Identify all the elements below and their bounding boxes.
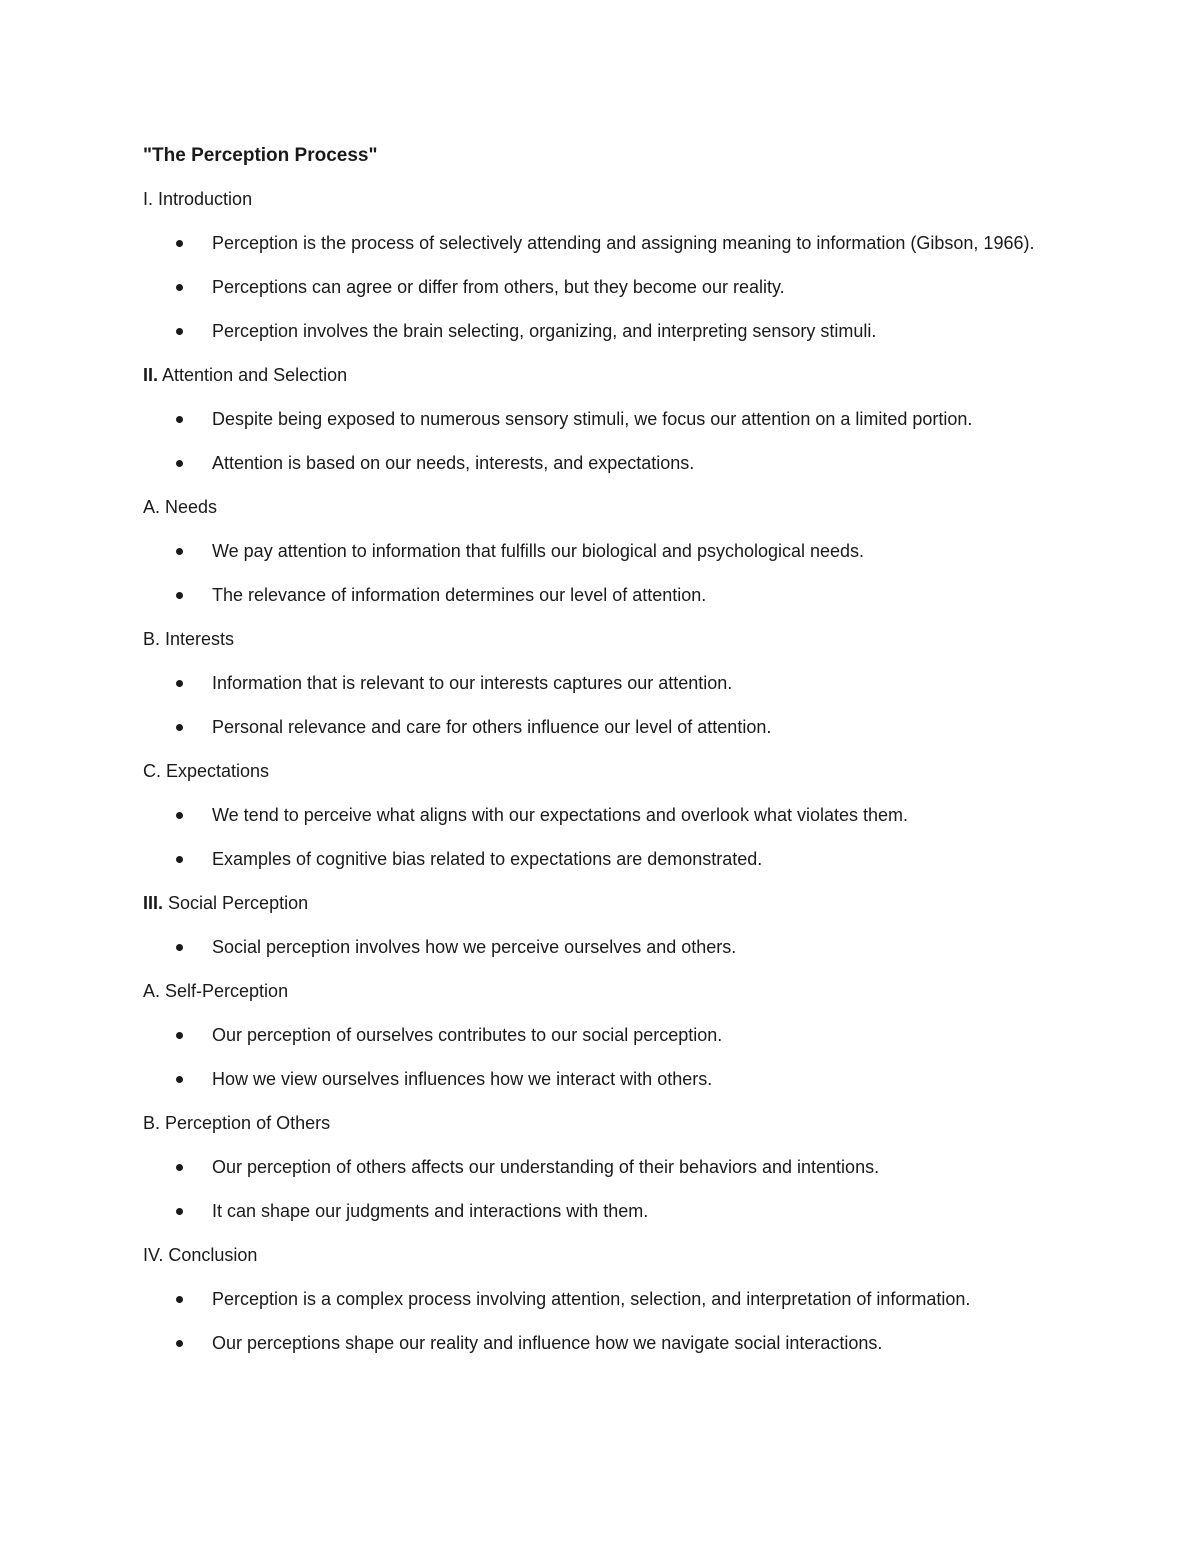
bullet-text: Attention is based on our needs, interests, and expectations.	[212, 453, 695, 473]
section-number: B.	[143, 629, 161, 649]
section-number: A.	[143, 981, 161, 1001]
document-body	[143, 184, 1083, 1359]
bullet-icon	[176, 416, 183, 423]
section-heading	[143, 756, 1083, 787]
bullet-text: Information that is relevant to our interests captures our attention.	[212, 673, 733, 693]
bullet-list	[143, 1284, 1083, 1359]
list-item	[143, 580, 1083, 611]
bullet-text: Personal relevance and care for others influence our level of attention.	[212, 717, 772, 737]
section-heading	[143, 360, 1083, 391]
bullet-icon	[176, 680, 183, 687]
section-heading	[143, 492, 1083, 523]
bullet-icon	[176, 856, 183, 863]
list-item	[143, 448, 1083, 479]
list-item	[143, 800, 1083, 831]
section-heading	[143, 624, 1083, 655]
bullet-icon	[176, 548, 183, 555]
bullet-icon	[176, 1164, 183, 1171]
section-number: I.	[143, 189, 154, 209]
bullet-icon	[176, 944, 183, 951]
bullet-icon	[176, 460, 183, 467]
list-item	[143, 1152, 1083, 1183]
list-item	[143, 668, 1083, 699]
list-item	[143, 316, 1083, 347]
bullet-list	[143, 228, 1083, 347]
bullet-list	[143, 536, 1083, 611]
bullet-icon	[176, 1032, 183, 1039]
bullet-icon	[176, 1208, 183, 1215]
section-title: Self-Perception	[160, 981, 289, 1001]
document-page	[143, 140, 1083, 1372]
bullet-list	[143, 404, 1083, 479]
list-item	[143, 1284, 1083, 1315]
section-title: Perception of Others	[160, 1113, 331, 1133]
bullet-text: We tend to perceive what aligns with our expectations and overlook what violates them.	[212, 805, 909, 825]
bullet-text: It can shape our judgments and interactions with them.	[212, 1201, 649, 1221]
section-heading	[143, 888, 1083, 919]
section-title: Conclusion	[163, 1245, 258, 1265]
list-item	[143, 1328, 1083, 1359]
section-heading	[143, 1108, 1083, 1139]
section-number: IV.	[143, 1245, 164, 1265]
bullet-text: Social perception involves how we perceive ourselves and others.	[212, 937, 737, 957]
bullet-icon	[176, 812, 183, 819]
section-number: A.	[143, 497, 161, 517]
bullet-icon	[176, 1076, 183, 1083]
section-title: Expectations	[161, 761, 270, 781]
section-heading	[143, 976, 1083, 1007]
section-title: Interests	[160, 629, 235, 649]
bullet-text: How we view ourselves influences how we interact with others.	[212, 1069, 713, 1089]
bullet-icon	[176, 1296, 183, 1303]
bullet-text: Our perceptions shape our reality and influence how we navigate social interactions.	[212, 1333, 883, 1353]
bullet-text: We pay attention to information that fulfills our biological and psychological needs.	[212, 541, 865, 561]
bullet-icon	[176, 284, 183, 291]
bullet-list	[143, 800, 1083, 875]
list-item	[143, 932, 1083, 963]
list-item	[143, 404, 1083, 435]
bullet-list	[143, 932, 1083, 963]
bullet-list	[143, 1020, 1083, 1095]
section-number: B.	[143, 1113, 161, 1133]
bullet-icon	[176, 592, 183, 599]
bullet-text: Despite being exposed to numerous sensory stimuli, we focus our attention on a limited portion.	[212, 409, 973, 429]
bullet-text: Perceptions can agree or differ from others, but they become our reality.	[212, 277, 785, 297]
bullet-text: The relevance of information determines our level of attention.	[212, 585, 707, 605]
bullet-text: Perception is the process of selectively attending and assigning meaning to information (Gibson, 1966).	[212, 233, 1035, 253]
bullet-text: Our perception of others affects our understanding of their behaviors and intentions.	[212, 1157, 880, 1177]
bullet-text: Perception is a complex process involving attention, selection, and interpretation of information.	[212, 1289, 971, 1309]
section-number: C.	[143, 761, 161, 781]
bullet-list	[143, 668, 1083, 743]
section-title: Introduction	[153, 189, 253, 209]
bullet-icon	[176, 240, 183, 247]
bullet-text: Our perception of ourselves contributes to our social perception.	[212, 1025, 723, 1045]
bullet-text: Examples of cognitive bias related to expectations are demonstrated.	[212, 849, 763, 869]
bullet-icon	[176, 724, 183, 731]
list-item	[143, 1020, 1083, 1051]
section-title: Needs	[160, 497, 218, 517]
bullet-icon	[176, 1340, 183, 1347]
section-title: Attention and Selection	[158, 365, 348, 385]
list-item	[143, 228, 1083, 259]
section-heading	[143, 184, 1083, 215]
section-number: III.	[143, 893, 164, 913]
document-title: "The Perception Process"	[143, 145, 378, 166]
list-item	[143, 272, 1083, 303]
list-item	[143, 712, 1083, 743]
list-item	[143, 1064, 1083, 1095]
section-title: Social Perception	[163, 893, 309, 913]
list-item	[143, 844, 1083, 875]
section-number: II.	[143, 365, 159, 385]
bullet-text: Perception involves the brain selecting, organizing, and interpreting sensory stimuli.	[212, 321, 877, 341]
list-item	[143, 536, 1083, 567]
section-heading	[143, 1240, 1083, 1271]
bullet-list	[143, 1152, 1083, 1227]
bullet-icon	[176, 328, 183, 335]
list-item	[143, 1196, 1083, 1227]
